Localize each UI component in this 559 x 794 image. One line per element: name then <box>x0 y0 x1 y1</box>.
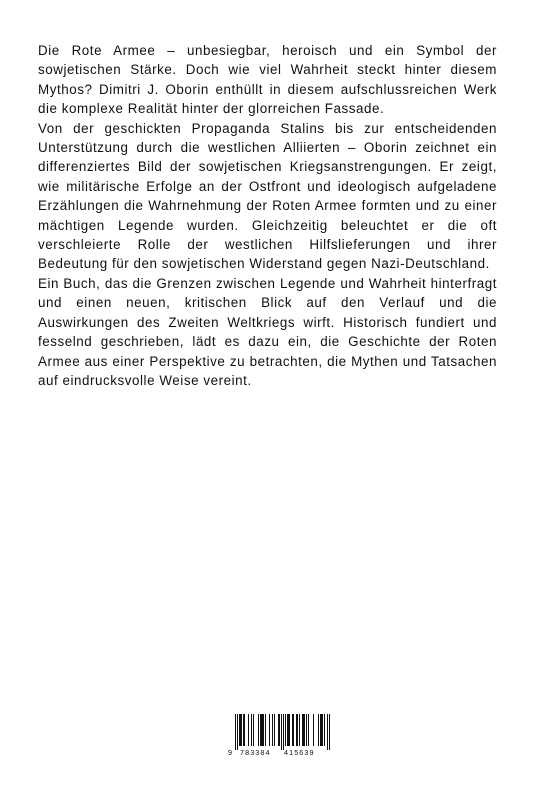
barcode-bar <box>320 714 321 746</box>
barcode-bar <box>292 714 293 746</box>
barcode-bar <box>263 714 264 746</box>
barcode-bar <box>278 714 279 746</box>
barcode-bar <box>258 714 259 746</box>
barcode-bar <box>302 714 303 746</box>
barcode-bar <box>262 714 263 746</box>
barcode-bar <box>240 714 241 746</box>
barcode-bar <box>318 714 319 746</box>
blurb-paragraph-3: Ein Buch, das die Grenzen zwischen Legende und Wahrheit hinterfragt und einen neuen, kritischen Blick auf den Verlauf und die Auswirkungen des Zweiten Weltkriegs wirft. Historisch fundiert und fesselnd geschrieben, lädt es dazu ein, die Geschichte der Roten Armee aus einer Perspektive zu betrachten, die Mythen und Tatsachen auf eindrucksvolle Weise vereint. <box>38 275 497 388</box>
barcode-bar <box>327 714 328 750</box>
barcode-bar <box>308 714 309 746</box>
barcode-bar <box>279 714 280 746</box>
blurb-paragraph-1: Die Rote Armee – unbesiegbar, heroisch und ein Symbol der sowjetischen Stärke. Doch wie viel Wahrheit steckt hinter diesem Mythos? Dimitri J. Oborin enthüllt in diesem aufschlussreichen Werk die komplexe Realität hinter der glorreichen Fassade. <box>38 43 497 117</box>
barcode-bar <box>299 714 300 746</box>
barcode-bar <box>289 714 290 746</box>
isbn-left-group: 783384 <box>240 748 271 757</box>
blurb-paragraph-2: Von der geschickten Propaganda Stalins bis zur entscheidenden Unterstützung durch die westlichen Alliierten – Oborin zeichnet ein differenziertes Bild der sowjetischen Kriegsanstrengungen. Er zeigt, wie militärische Erfolge an der Ostfront und ideologisch aufgeladene Erzählungen die Wahrnehmung der Roten Armee formten und zu einer mächtigen Legende wurden. Gleichzeitig beleuchtet er die oft verschleierte Rolle der westlichen Hilfslieferungen und ihrer Bedeutung für den sowjetischen Widerstand gegen Nazi-Deutschland. <box>38 120 497 272</box>
barcode-bar <box>235 714 236 750</box>
barcode-bar <box>324 714 325 746</box>
barcode-bar <box>253 714 254 746</box>
barcode-bar <box>244 714 245 746</box>
barcode-bar <box>304 714 305 746</box>
barcode-bar <box>297 714 298 746</box>
barcode-bar <box>272 714 273 746</box>
barcode-bar <box>261 714 262 746</box>
barcode-bar <box>329 714 330 750</box>
isbn-first-digit: 9 <box>228 748 232 757</box>
barcode-bar <box>239 714 240 746</box>
isbn-digits <box>228 748 332 758</box>
barcode-bar <box>281 714 282 750</box>
barcode-bar <box>274 714 275 746</box>
barcode-bar <box>321 714 322 746</box>
barcode-bar <box>251 714 252 746</box>
barcode-bar <box>322 714 323 746</box>
barcode-bar <box>287 714 288 746</box>
barcode-bar <box>283 714 284 750</box>
isbn-barcode <box>228 714 332 758</box>
barcode-bar <box>296 714 297 746</box>
barcode-bar <box>260 714 261 746</box>
barcode-bar <box>313 714 314 746</box>
barcode-bar <box>288 714 289 746</box>
barcode-bar <box>269 714 270 746</box>
barcode-bar <box>237 714 238 750</box>
barcode-bar <box>303 714 304 746</box>
barcode-bar <box>243 714 244 746</box>
barcode-bars <box>228 714 332 750</box>
barcode-bar <box>306 714 307 746</box>
barcode-bar <box>285 714 286 746</box>
isbn-right-group: 415639 <box>284 748 315 757</box>
barcode-bar <box>248 714 249 746</box>
barcode-bar <box>241 714 242 746</box>
barcode-bar <box>293 714 294 746</box>
barcode-bar <box>265 714 266 746</box>
blurb-text-block <box>38 41 497 390</box>
